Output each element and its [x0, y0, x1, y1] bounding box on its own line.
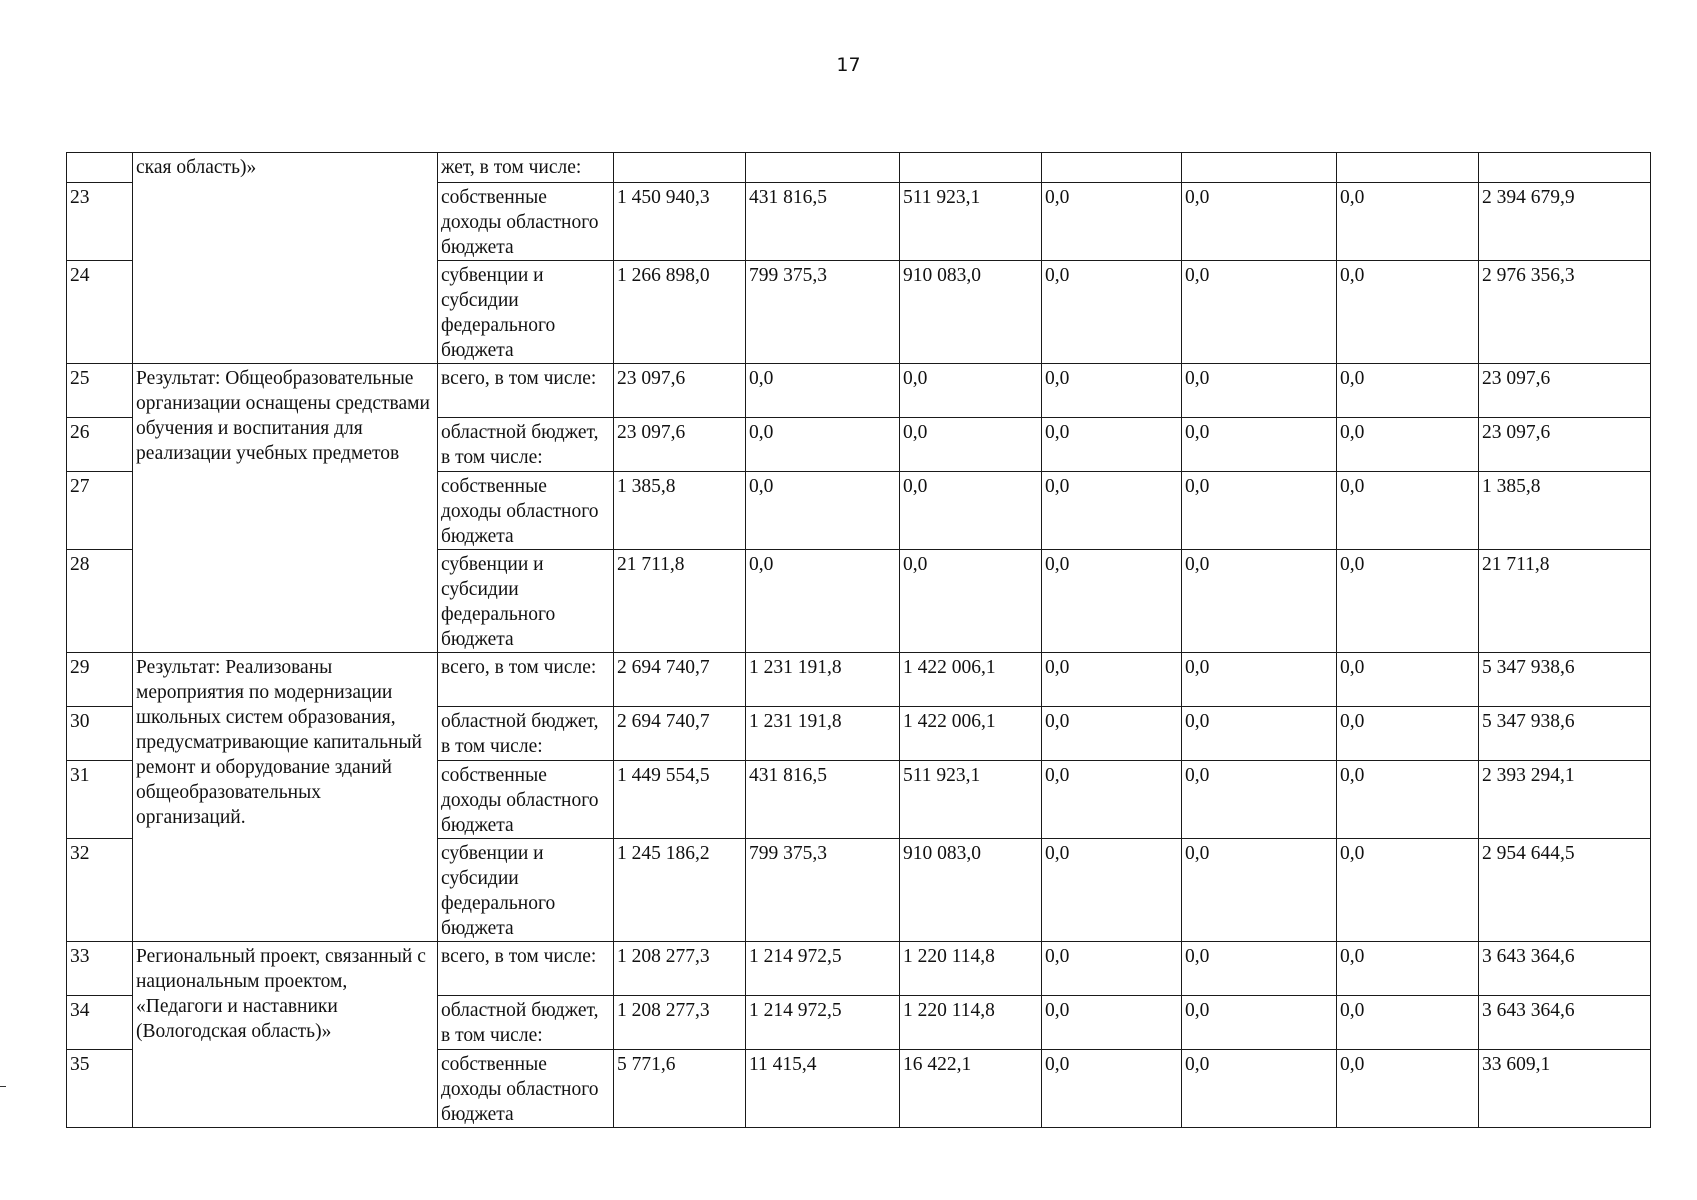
amount-cell: 0,0: [746, 550, 900, 653]
amount-cell: 0,0: [1042, 261, 1182, 364]
amount-cell: 0,0: [1337, 996, 1479, 1050]
amount-cell: 1 422 006,1: [900, 707, 1042, 761]
funding-source: собственные доходы областного бюджета: [438, 761, 614, 839]
amount-cell: 0,0: [1337, 653, 1479, 707]
row-number: 32: [67, 839, 133, 942]
amount-cell: 431 816,5: [746, 183, 900, 261]
amount-cell: 0,0: [1042, 472, 1182, 550]
amount-cell: 1 385,8: [1479, 472, 1651, 550]
row-number: [67, 153, 133, 183]
amount-cell: 511 923,1: [900, 761, 1042, 839]
margin-mark: [0, 1086, 6, 1087]
budget-table: [66, 152, 1651, 1128]
funding-source: всего, в том числе:: [438, 653, 614, 707]
row-number: 34: [67, 996, 133, 1050]
amount-cell: 0,0: [1182, 261, 1337, 364]
amount-cell: 1 214 972,5: [746, 942, 900, 996]
amount-cell: 1 214 972,5: [746, 996, 900, 1050]
amount-cell: 1 266 898,0: [614, 261, 746, 364]
funding-source: собственные доходы областного бюджета: [438, 472, 614, 550]
funding-source: всего, в том числе:: [438, 942, 614, 996]
amount-cell: 0,0: [1337, 707, 1479, 761]
amount-cell: 0,0: [900, 418, 1042, 472]
amount-cell: 2 694 740,7: [614, 653, 746, 707]
amount-cell: [1479, 153, 1651, 183]
amount-cell: 0,0: [1042, 550, 1182, 653]
page-number: 17: [836, 54, 861, 76]
amount-cell: 0,0: [1337, 550, 1479, 653]
amount-cell: 23 097,6: [614, 364, 746, 418]
amount-cell: 23 097,6: [1479, 364, 1651, 418]
row-number: 25: [67, 364, 133, 418]
amount-cell: 0,0: [1182, 653, 1337, 707]
amount-cell: 0,0: [746, 364, 900, 418]
amount-cell: 16 422,1: [900, 1050, 1042, 1128]
amount-cell: 0,0: [1337, 761, 1479, 839]
funding-source: областной бюджет, в том числе:: [438, 707, 614, 761]
amount-cell: 0,0: [1182, 550, 1337, 653]
amount-cell: 910 083,0: [900, 261, 1042, 364]
row-description: Результат: Общеобразовательные организации оснащены средствами обучения и воспитания для реализации учебных предметов: [133, 364, 438, 653]
funding-source: субвенции и субсидии федерального бюджета: [438, 839, 614, 942]
amount-cell: 2 976 356,3: [1479, 261, 1651, 364]
amount-cell: 0,0: [1337, 1050, 1479, 1128]
amount-cell: 1 422 006,1: [900, 653, 1042, 707]
amount-cell: 23 097,6: [614, 418, 746, 472]
amount-cell: 1 231 191,8: [746, 707, 900, 761]
amount-cell: 1 208 277,3: [614, 942, 746, 996]
amount-cell: 0,0: [1182, 183, 1337, 261]
funding-source: субвенции и субсидии федерального бюджета: [438, 550, 614, 653]
amount-cell: 1 449 554,5: [614, 761, 746, 839]
amount-cell: 0,0: [746, 418, 900, 472]
amount-cell: 2 954 644,5: [1479, 839, 1651, 942]
amount-cell: 0,0: [1042, 183, 1182, 261]
amount-cell: 0,0: [1337, 839, 1479, 942]
row-number: 23: [67, 183, 133, 261]
row-number: 29: [67, 653, 133, 707]
amount-cell: 0,0: [1042, 1050, 1182, 1128]
amount-cell: 0,0: [1182, 839, 1337, 942]
row-number: 24: [67, 261, 133, 364]
row-description: Результат: Реализованы мероприятия по модернизации школьных систем образования, предусматривающие капитальный ремонт и оборудование зданий общеобразовательных организаций.: [133, 653, 438, 942]
amount-cell: 0,0: [1337, 418, 1479, 472]
amount-cell: 0,0: [1182, 364, 1337, 418]
amount-cell: 1 450 940,3: [614, 183, 746, 261]
amount-cell: 5 347 938,6: [1479, 653, 1651, 707]
funding-source: областной бюджет, в том числе:: [438, 996, 614, 1050]
amount-cell: 0,0: [1182, 996, 1337, 1050]
amount-cell: 431 816,5: [746, 761, 900, 839]
funding-source: субвенции и субсидии федерального бюджета: [438, 261, 614, 364]
amount-cell: 0,0: [1042, 942, 1182, 996]
row-number: 30: [67, 707, 133, 761]
amount-cell: 1 220 114,8: [900, 942, 1042, 996]
table-row: [67, 653, 1651, 707]
amount-cell: 0,0: [1042, 418, 1182, 472]
amount-cell: 2 694 740,7: [614, 707, 746, 761]
amount-cell: 0,0: [900, 472, 1042, 550]
amount-cell: 21 711,8: [1479, 550, 1651, 653]
amount-cell: 3 643 364,6: [1479, 942, 1651, 996]
amount-cell: 1 220 114,8: [900, 996, 1042, 1050]
table-row: [67, 942, 1651, 996]
amount-cell: 0,0: [1042, 996, 1182, 1050]
row-number: 28: [67, 550, 133, 653]
amount-cell: 0,0: [1042, 364, 1182, 418]
amount-cell: [746, 153, 900, 183]
amount-cell: 0,0: [1182, 761, 1337, 839]
amount-cell: 5 347 938,6: [1479, 707, 1651, 761]
row-description: ская область)»: [133, 153, 438, 364]
amount-cell: 0,0: [746, 472, 900, 550]
amount-cell: 910 083,0: [900, 839, 1042, 942]
amount-cell: 2 393 294,1: [1479, 761, 1651, 839]
amount-cell: 0,0: [1042, 653, 1182, 707]
amount-cell: 0,0: [1337, 364, 1479, 418]
amount-cell: [900, 153, 1042, 183]
amount-cell: 0,0: [1337, 472, 1479, 550]
funding-source: областной бюджет, в том числе:: [438, 418, 614, 472]
amount-cell: 23 097,6: [1479, 418, 1651, 472]
amount-cell: 3 643 364,6: [1479, 996, 1651, 1050]
amount-cell: 1 385,8: [614, 472, 746, 550]
row-number: 35: [67, 1050, 133, 1128]
table-row: [67, 153, 1651, 183]
funding-source: собственные доходы областного бюджета: [438, 183, 614, 261]
amount-cell: 0,0: [1042, 707, 1182, 761]
amount-cell: 1 208 277,3: [614, 996, 746, 1050]
amount-cell: 799 375,3: [746, 839, 900, 942]
amount-cell: [614, 153, 746, 183]
row-number: 26: [67, 418, 133, 472]
amount-cell: 5 771,6: [614, 1050, 746, 1128]
amount-cell: 511 923,1: [900, 183, 1042, 261]
amount-cell: 0,0: [1182, 942, 1337, 996]
funding-source: собственные доходы областного бюджета: [438, 1050, 614, 1128]
amount-cell: 0,0: [1042, 839, 1182, 942]
funding-source: жет, в том числе:: [438, 153, 614, 183]
amount-cell: 0,0: [1182, 1050, 1337, 1128]
amount-cell: 2 394 679,9: [1479, 183, 1651, 261]
amount-cell: [1182, 153, 1337, 183]
amount-cell: 1 231 191,8: [746, 653, 900, 707]
amount-cell: 0,0: [1182, 707, 1337, 761]
amount-cell: 0,0: [1337, 942, 1479, 996]
amount-cell: 0,0: [900, 364, 1042, 418]
table-row: [67, 364, 1651, 418]
amount-cell: 799 375,3: [746, 261, 900, 364]
row-number: 31: [67, 761, 133, 839]
amount-cell: 0,0: [1337, 261, 1479, 364]
amount-cell: 11 415,4: [746, 1050, 900, 1128]
amount-cell: 0,0: [1182, 472, 1337, 550]
amount-cell: [1337, 153, 1479, 183]
amount-cell: 0,0: [1182, 418, 1337, 472]
amount-cell: [1042, 153, 1182, 183]
amount-cell: 1 245 186,2: [614, 839, 746, 942]
funding-source: всего, в том числе:: [438, 364, 614, 418]
row-number: 33: [67, 942, 133, 996]
row-description: Региональный проект, связанный с национальным проектом, «Педагоги и наставники (Вологодская область)»: [133, 942, 438, 1128]
amount-cell: 0,0: [900, 550, 1042, 653]
amount-cell: 33 609,1: [1479, 1050, 1651, 1128]
amount-cell: 0,0: [1337, 183, 1479, 261]
row-number: 27: [67, 472, 133, 550]
amount-cell: 0,0: [1042, 761, 1182, 839]
amount-cell: 21 711,8: [614, 550, 746, 653]
